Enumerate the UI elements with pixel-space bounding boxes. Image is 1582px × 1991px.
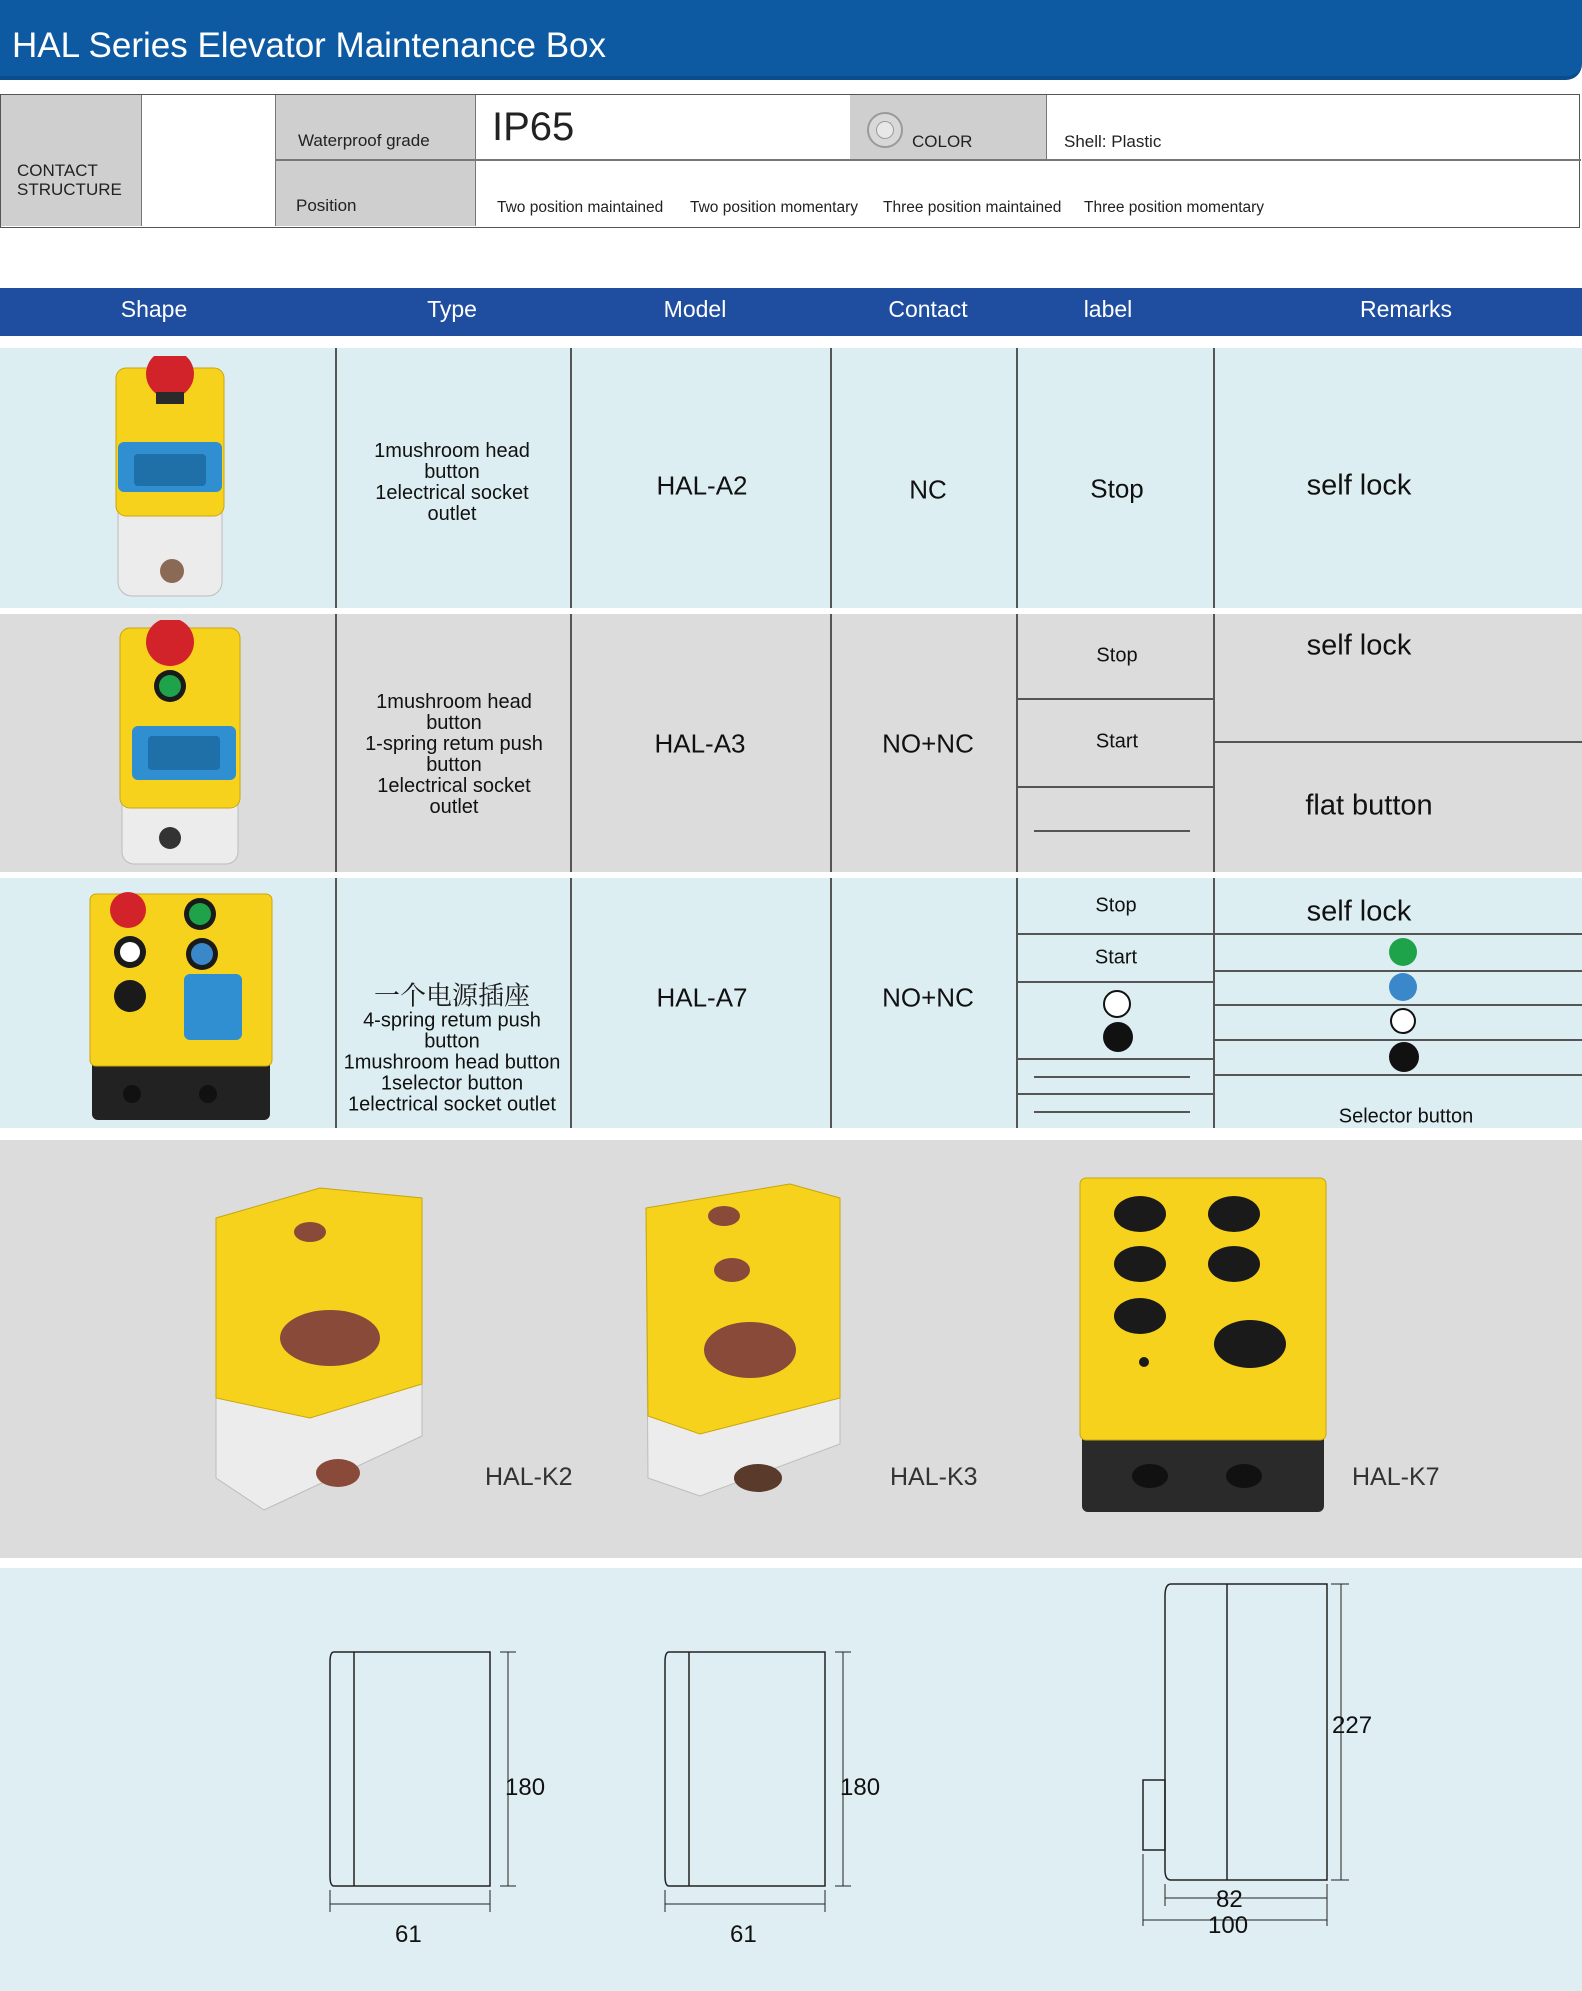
k2-width-value: 61 [395, 1921, 422, 1948]
row3-type-cn: 一个电源插座 [373, 980, 531, 1011]
row3-remarks-selector: Selector button [1338, 1105, 1474, 1128]
shell-text: Shell: Plastic [1064, 132, 1162, 151]
color-swatch-icon [867, 112, 903, 148]
row2-remarks-flat-button: flat button [1305, 789, 1433, 822]
selector-left-icon [1103, 990, 1131, 1018]
position-label: Position [296, 196, 357, 215]
product-k7-label: HAL-K7 [1352, 1463, 1440, 1491]
title-bar [0, 0, 1582, 80]
hal-k3-product-image [640, 1178, 850, 1508]
row1-type: 1mushroom head button 1electrical socket outlet [374, 440, 530, 525]
product-band [0, 1140, 1582, 1558]
hal-k3-dimension-drawing [655, 1646, 855, 1926]
table-row [0, 614, 1582, 872]
product-k3-label: HAL-K3 [890, 1463, 978, 1491]
spec-block [0, 94, 1580, 228]
position-option-1: Two position maintained [497, 199, 664, 216]
row2-label-start: Start [1095, 730, 1139, 753]
hal-k7-product-image [1078, 1176, 1328, 1516]
row1-label: Stop [1090, 473, 1144, 504]
blank-cell [142, 95, 276, 226]
col-label: label [1083, 296, 1133, 322]
position-option-4: Three position momentary [1084, 199, 1265, 216]
row2-remarks-self-lock: self lock [1306, 629, 1412, 662]
hal-k7-dimension-drawing [1135, 1574, 1355, 1934]
k3-height-value: 180 [840, 1774, 881, 1801]
position-option-2: Two position momentary [690, 199, 858, 216]
selector-left-icon [1390, 1008, 1416, 1034]
row1-model: HAL-A2 [656, 470, 748, 501]
hal-k2-dimension-drawing [320, 1646, 520, 1926]
col-model: Model [663, 296, 727, 322]
color-label: COLOR [912, 132, 973, 151]
hal-a3-product-image [110, 620, 250, 868]
col-contact: Contact [888, 296, 968, 322]
row2-contact: NO+NC [882, 728, 974, 759]
row3-label-stop: Stop [1095, 894, 1137, 917]
dimension-band [0, 1568, 1582, 1991]
col-type: Type [427, 296, 477, 322]
selector-right-icon [1103, 1022, 1133, 1052]
row2-label-stop: Stop [1096, 644, 1138, 667]
hal-k2-product-image [200, 1178, 440, 1516]
hal-a7-product-image [88, 890, 274, 1122]
product-k2-label: HAL-K2 [485, 1463, 573, 1491]
row1-contact: NC [909, 474, 947, 505]
row2-model: HAL-A3 [654, 728, 746, 759]
k7-outer-width-value: 100 [1208, 1912, 1249, 1939]
table-row [0, 878, 1582, 1128]
table-row [0, 348, 1582, 608]
col-remarks: Remarks [1359, 296, 1453, 322]
row3-label-start: Start [1094, 946, 1138, 969]
position-option-3: Three position maintained [883, 199, 1062, 216]
col-shape: Shape [120, 296, 188, 322]
waterproof-label: Waterproof grade [298, 131, 430, 150]
page-title: HAL Series Elevator Maintenance Box [12, 26, 607, 65]
row2-type: 1mushroom head button 1-spring retum push button 1electrical socket outlet [365, 691, 543, 818]
waterproof-value: IP65 [492, 105, 575, 149]
contact-structure-label: CONTACT STRUCTURE [17, 161, 122, 199]
green-button-icon [1389, 938, 1417, 966]
row3-contact: NO+NC [882, 982, 974, 1013]
blue-button-icon [1389, 973, 1417, 1001]
table-header [0, 288, 1582, 336]
row3-type: 4-spring retum push button 1mushroom head button 1selector button 1electrical socket outlet [343, 1009, 561, 1116]
k7-inner-width-value: 82 [1216, 1886, 1243, 1913]
k7-height-value: 227 [1332, 1712, 1373, 1739]
hal-a2-product-image [100, 356, 240, 602]
row3-remarks-self-lock: self lock [1306, 895, 1412, 928]
k3-width-value: 61 [730, 1921, 757, 1948]
row3-model: HAL-A7 [656, 982, 748, 1013]
selector-right-icon [1389, 1042, 1419, 1072]
k2-height-value: 180 [505, 1774, 546, 1801]
row1-remarks: self lock [1306, 469, 1412, 502]
